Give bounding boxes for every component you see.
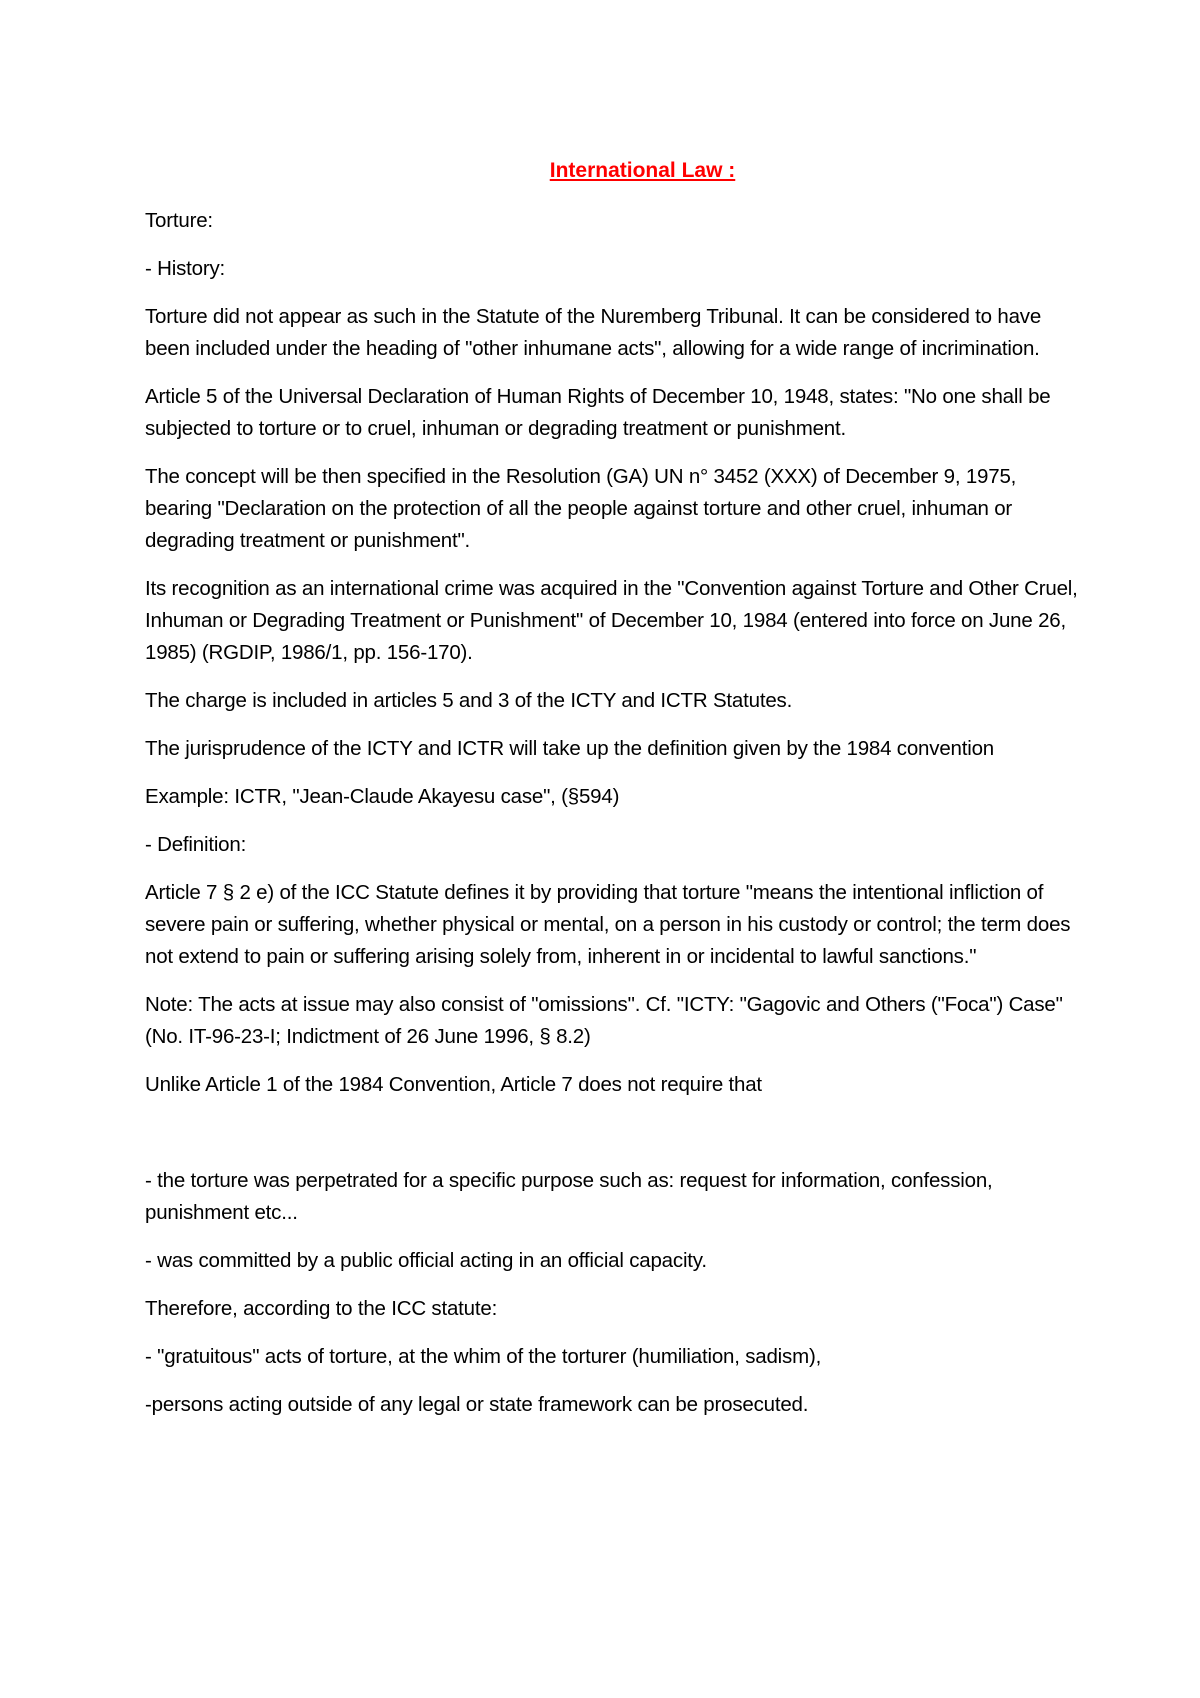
list-item-public-official: - was committed by a public official acting in an official capacity. [145, 1249, 707, 1272]
paragraph-icc-article-7: Article 7 § 2 e) of the ICC Statute defines it by providing that torture "means the intentional infliction of severe pain or suffering, whether physical or mental, on a person in his custody or control; the term does not extend to pain or suffering arising solely from, inherent in or incidental to lawful sanctions." [145, 881, 1071, 968]
list-item-gratuitous-acts: - "gratuitous" acts of torture, at the whim of the torturer (humiliation, sadism), [145, 1345, 822, 1368]
document-body [145, 205, 1085, 1437]
paragraph-icty-ictr-statutes: The charge is included in articles 5 and 3 of the ICTY and ICTR Statutes. [145, 689, 793, 712]
paragraph-nuremberg: Torture did not appear as such in the Statute of the Nuremberg Tribunal. It can be considered to have been included under the heading of "other inhumane acts", allowing for a wide range of incrimination. [145, 305, 1042, 360]
paragraph-example-akayesu: Example: ICTR, "Jean-Claude Akayesu case", (§594) [145, 785, 620, 808]
paragraph-note-omissions: Note: The acts at issue may also consist of "omissions". Cf. "ICTY: "Gagovic and Others ("Foca") Case" (No. IT-96-23-I; Indictment of 26 June 1996, § 8.2) [145, 993, 1063, 1048]
page-title: International Law : [549, 159, 736, 182]
paragraph-udhr-article-5: Article 5 of the Universal Declaration of Human Rights of December 10, 1948, states: "No one shall be subjected to torture or to cruel, inhuman or degrading treatment or punishment. [145, 385, 1051, 440]
subheading-definition: - Definition: [145, 833, 247, 856]
paragraph-jurisprudence: The jurisprudence of the ICTY and ICTR will take up the definition given by the 1984 convention [145, 737, 994, 760]
list-item-persons-outside-framework: -persons acting outside of any legal or state framework can be prosecuted. [145, 1393, 809, 1416]
subheading-history: - History: [145, 257, 226, 280]
list-item-specific-purpose: - the torture was perpetrated for a specific purpose such as: request for information, confession, punishment etc... [145, 1169, 993, 1224]
paragraph-unlike-article-1: Unlike Article 1 of the 1984 Convention, Article 7 does not require that [145, 1073, 762, 1096]
paragraph-resolution-3452: The concept will be then specified in the Resolution (GA) UN n° 3452 (XXX) of December 9, 1975, bearing "Declaration on the protection of all the people against torture and other cruel, inhuman or degrading treatment or punishment". [145, 465, 1017, 552]
paragraph-therefore: Therefore, according to the ICC statute: [145, 1297, 498, 1320]
section-heading-torture: Torture: [145, 209, 213, 232]
paragraph-convention-1984: Its recognition as an international crime was acquired in the "Convention against Torture and Other Cruel, Inhuman or Degrading Treatment or Punishment" of December 10, 1984 (entered into force on June 26, 1985) (RGDIP, 1986/1, pp. 156-170). [145, 577, 1078, 664]
